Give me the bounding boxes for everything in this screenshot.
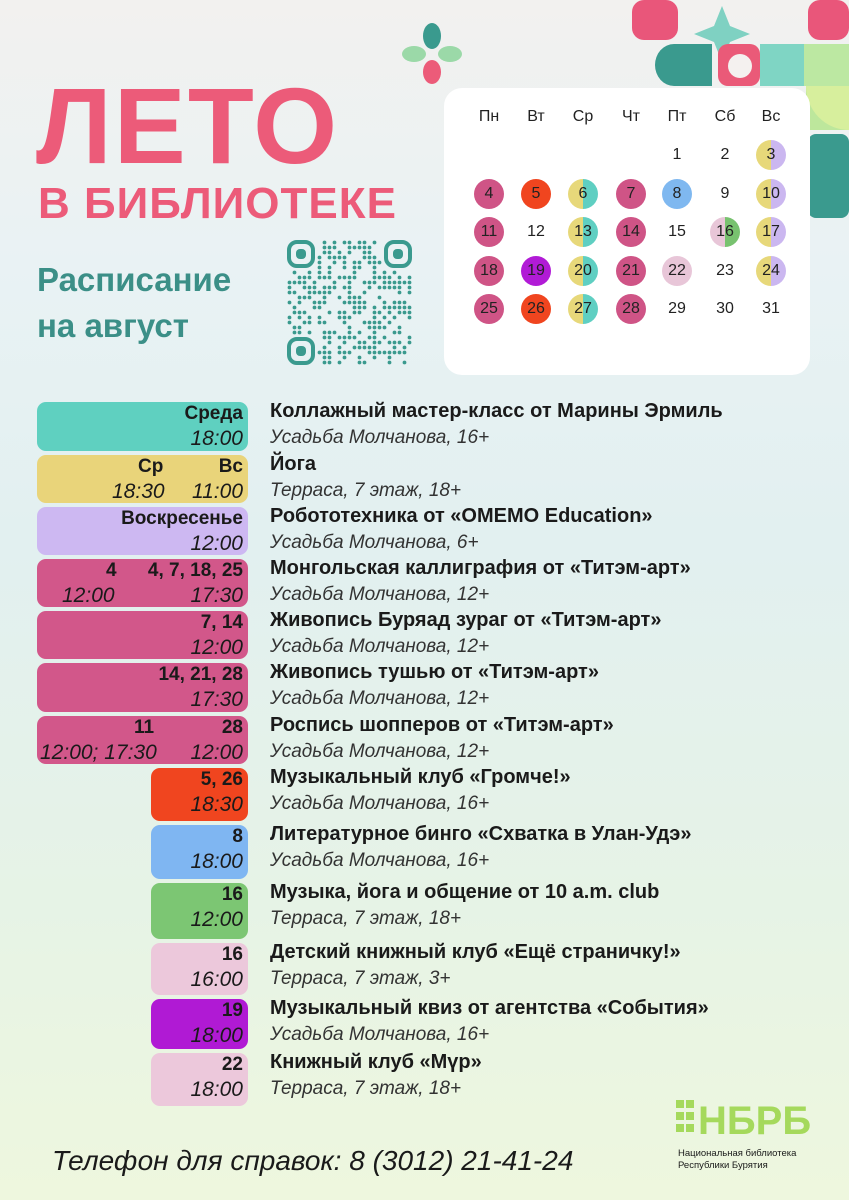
event-days: 16 [221,884,243,905]
library-name-line1: Национальная библиотека [678,1148,797,1159]
schedule-subtitle-line2: на август [37,307,189,344]
event-time: 18:00 [190,850,243,873]
event-place: Усадьба Молчанова, 12+ [270,741,490,762]
event-title: Робототехника от «OMEMO Education» [270,505,653,527]
calendar-day: 31 [762,300,780,317]
calendar-day: 6 [568,179,598,209]
event-place: Усадьба Молчанова, 16+ [270,850,490,871]
event-time: 18:00 [190,1078,243,1101]
weekday-header: Вт [527,108,545,125]
schedule-subtitle: Расписание [37,261,232,298]
calendar-day: 28 [616,294,646,324]
event-title: Музыкальный клуб «Громче!» [270,766,571,788]
calendar-day: 7 [616,179,646,209]
event-place: Терраса, 7 этаж, 3+ [270,968,451,989]
calendar-day: 25 [474,294,504,324]
event-days: 8 [232,826,243,847]
weekday-header: Пн [478,108,500,125]
event-time: 18:30 [190,793,243,816]
calendar-day: 20 [568,256,598,286]
calendar-day: 29 [668,300,686,317]
calendar-day: 18 [474,256,504,286]
poster-title: ЛЕТО [36,65,340,186]
event-place: Терраса, 7 этаж, 18+ [270,908,462,929]
calendar-day: 9 [720,184,730,202]
event-place: Терраса, 7 этаж, 18+ [270,1078,462,1099]
august-calendar [444,88,810,375]
event-place: Усадьба Молчанова, 12+ [270,584,490,605]
calendar-day: 16 [710,217,740,247]
calendar-day: 14 [616,217,646,247]
flower-icon [400,22,464,86]
calendar-day: 17 [756,217,786,247]
event-place: Усадьба Молчанова, 12+ [270,636,490,657]
event-time: 12:00 [190,532,243,555]
event-time: 12:00; 17:30 [40,741,157,764]
event-place: Усадьба Молчанова, 6+ [270,532,479,553]
library-name-line2: Республики Бурятия [678,1160,768,1171]
calendar-day: 3 [756,140,786,170]
event-days: 14, 21, 28 [158,664,243,685]
calendar-day: 22 [662,256,692,286]
calendar-day: 27 [568,294,598,324]
svg-text:НБРБ: НБРБ [698,1099,812,1143]
event-days: 11 [134,717,155,738]
poster-title-line2: В БИБЛИОТЕКЕ [38,179,397,228]
event-title: Монгольская каллиграфия от «Титэм-арт» [270,557,691,579]
event-time: 18:00 [190,427,243,450]
event-days: 7, 14 [200,612,243,633]
event-days: 28 [221,717,243,738]
event-time: 12:00 [190,741,243,764]
calendar-day: 12 [527,223,545,240]
event-days: Вс [218,456,243,477]
event-title: Литературное бинго «Схватка в Улан-Удэ» [270,823,692,845]
event-title: Живопись Буряад зураг от «Титэм-арт» [270,609,662,631]
event-days: 19 [221,1000,243,1021]
event-time: 18:00 [190,1024,243,1047]
calendar-day: 1 [672,146,682,163]
event-title: Музыка, йога и общение от 10 a.m. club [270,881,660,903]
event-time: 18:30 [112,480,165,503]
calendar-day: 21 [616,256,646,286]
event-title: Музыкальный квиз от агентства «События» [270,997,709,1019]
event-days: 4, 7, 18, 25 [147,560,243,581]
event-time: 16:00 [190,968,243,991]
event-days: 4 [106,560,117,581]
event-title: Детский книжный клуб «Ещё страничку!» [270,941,681,963]
event-time: 12:00 [190,636,243,659]
event-days: 16 [221,944,243,965]
event-time: 12:00 [62,584,115,607]
calendar-day: 26 [521,294,551,324]
library-logo [676,1098,812,1143]
event-place: Усадьба Молчанова, 16+ [270,427,490,448]
calendar-day: 4 [474,179,504,209]
event-title: Коллажный мастер-класс от Марины Эрмиль [270,400,723,422]
event-title: Роспись шопперов от «Титэм-арт» [270,714,614,736]
event-title: Живопись тушью от «Титэм-арт» [270,661,599,683]
library-name [678,1148,796,1172]
event-days: Среда [184,403,243,424]
calendar-day: 2 [720,146,730,163]
event-title: Йога [270,453,317,475]
event-time: 11:00 [192,480,243,503]
weekday-header: Сб [714,108,736,125]
phone-info: Телефон для справок: 8 (3012) 21-41-24 [52,1145,574,1176]
event-days: 22 [221,1054,243,1075]
event-place: Усадьба Молчанова, 12+ [270,688,490,709]
qr-code [287,240,412,365]
calendar-day: 11 [474,217,504,247]
calendar-day: 13 [568,217,598,247]
event-place: Усадьба Молчанова, 16+ [270,793,490,814]
calendar-day: 24 [756,256,786,286]
calendar-day: 5 [521,179,551,209]
calendar-day: 10 [756,179,786,209]
event-time: 17:30 [190,584,243,607]
calendar-day: 15 [668,223,686,240]
calendar-day: 19 [521,256,551,286]
weekday-header: Пт [667,108,687,125]
event-time: 12:00 [190,908,243,931]
weekday-header: Вс [761,108,781,125]
calendar-day: 8 [662,179,692,209]
event-title: Книжный клуб «Мүр» [270,1051,482,1073]
event-days: Ср [138,456,164,477]
event-days: Воскресенье [121,508,243,529]
calendar-day: 23 [716,261,734,279]
calendar-day: 30 [716,300,734,317]
weekday-header: Ср [572,108,594,125]
event-days: 5, 26 [200,769,243,790]
event-place: Усадьба Молчанова, 16+ [270,1024,490,1045]
event-time: 17:30 [190,688,243,711]
event-place: Терраса, 7 этаж, 18+ [270,480,462,501]
weekday-header: Чт [622,108,640,125]
